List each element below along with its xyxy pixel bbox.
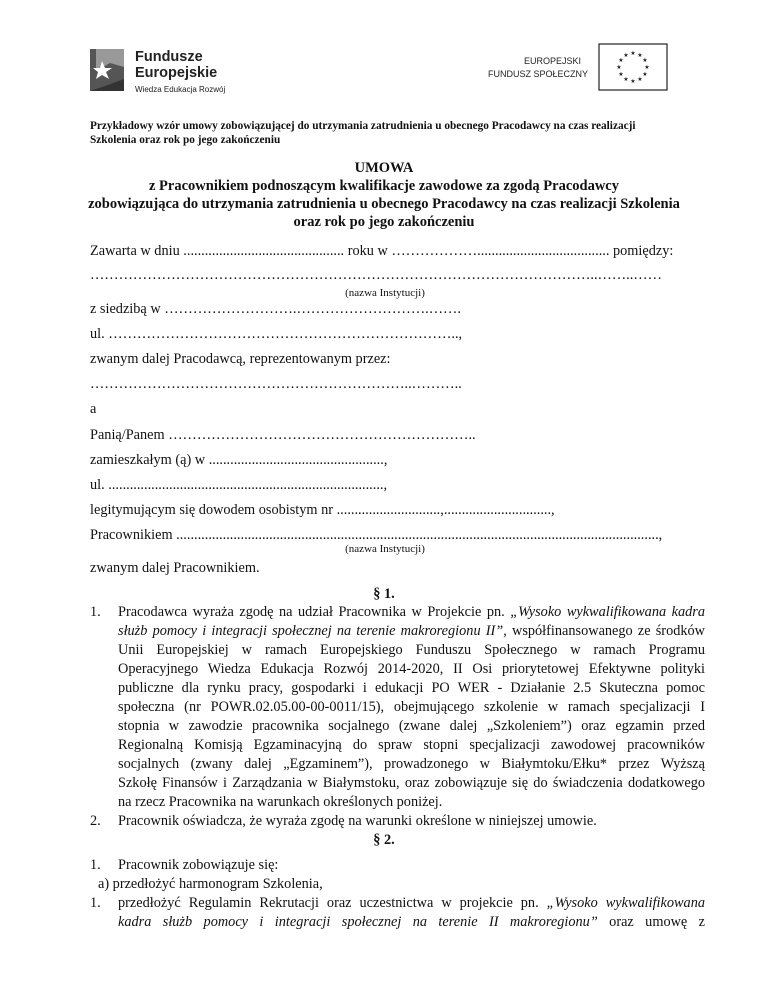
section1-item1-line10: Szkołę Finansów i Zarządzania w Białymstoku, oraz zobowiązuje się do świadczenia dodatkowego — [118, 775, 705, 791]
svg-text:★: ★ — [642, 57, 648, 64]
svg-text:★: ★ — [642, 71, 648, 78]
repr-dots-line: …………………………………………………………..……….. — [90, 376, 462, 392]
section1-item1-line8: Regionalną Komisją Egzaminacyjną do spraw stopni specjalizacji zawodowej pracowników — [118, 737, 705, 753]
eu-logo-line1: EUROPEJSKI — [524, 56, 582, 66]
section2-heading: § 2. — [373, 832, 395, 848]
employee-line: Pracownikiem ......................................................................................................................................., — [90, 527, 663, 543]
eu-efs-logo — [480, 43, 690, 105]
section2-item1-number: 1. — [90, 857, 101, 873]
svg-text:★: ★ — [623, 76, 629, 83]
parties-dots-line: ……………………………………………………………………………………………..……..…… — [90, 267, 662, 283]
fe-logo-line2: Europejskie — [135, 65, 218, 81]
section1-item1-title-a: „Wysoko wykwalifikowana kadra — [510, 604, 705, 620]
section1-item2-text: Pracownik oświadcza, że wyraża zgodę na warunki określone w niniejszej umowie. — [118, 813, 597, 829]
svg-text:★: ★ — [623, 52, 629, 59]
fe-logo-line1: Fundusze — [135, 49, 203, 65]
employee-called-line: zwanym dalej Pracownikiem. — [90, 560, 260, 576]
section1-item2-number: 2. — [90, 813, 101, 829]
section1-item1-line2 — [118, 623, 705, 640]
section1-item1-line1 — [118, 604, 705, 621]
section1-item1-line11: na rzecz Pracownika na warunkach określonych poniżej. — [118, 794, 443, 810]
intro-note-line2: Szkolenia oraz rok po jego zakończeniu — [90, 134, 281, 146]
section2-item1b-lead: przedłożyć Regulamin Rekrutacji oraz uczestnictwa w projekcie pn. — [118, 895, 547, 911]
fe-logo-line3: Wiedza Edukacja Rozwój — [135, 85, 226, 94]
svg-text:★: ★ — [637, 52, 643, 59]
seat-line: z siedzibą w ……………………….……………………….……. — [90, 301, 461, 317]
section1-item1-line7: stopnia w zawodzie pracownika socjalnego (zwane dalej „Szkoleniem”) oraz egzamin przed — [118, 718, 705, 734]
section2-item1b-after: oraz umowę z — [597, 914, 706, 930]
resident-line: zamieszkałym (ą) w ................................................., — [90, 452, 388, 468]
eu-flag-icon — [598, 43, 668, 91]
section2-item1b-title-b: kadra służb pomocy i integracji społecznej na terenie II makroregionu” — [118, 914, 598, 930]
section1-item1-line3: Unii Europejskiej w ramach Europejskiego Funduszu Społecznego w ramach Programu — [118, 642, 705, 658]
section1-item1-number: 1. — [90, 604, 101, 620]
svg-text:★: ★ — [644, 64, 650, 71]
fe-star-icon — [88, 45, 128, 95]
section1-item1-line5: publiczne dla rynku pracy, gospodarki i edukacji PO WER - Działanie 2.5 Skuteczna pomoc — [118, 680, 705, 696]
svg-text:★: ★ — [618, 57, 624, 64]
section1-item1-line9: socjalnych (zwany dalej „Egzaminem”), prowadzonego w Białymtoku/Ełku* przez Wyższą — [118, 756, 705, 772]
section2-item1b-line2 — [118, 914, 705, 931]
institution-label-2: (nazwa Instytucji) — [345, 543, 425, 555]
and-line: a — [90, 401, 97, 417]
employer-repr-line: zwanym dalej Pracodawcą, reprezentowanym przez: — [90, 351, 391, 367]
employee-name-line: Panią/Panem ……………………………………………………….. — [90, 427, 476, 443]
section1-item1-after: , współfinansowanego ze środków — [503, 623, 705, 639]
section1-item1-title-b: służb pomocy i integracji społecznej na terenie makroregionu II” — [118, 623, 504, 639]
section1-item1-line4: Operacyjnego Wiedza Edukacja Rozwój 2014-2020, II Osi priorytetowej Efektywne polityki — [118, 661, 705, 677]
title-line3: oraz rok po jego zakończeniu — [293, 214, 475, 230]
street-line: ul. ……………………………………………………………….., — [90, 326, 463, 342]
svg-text:★: ★ — [630, 78, 636, 85]
section2-sub-a: a) przedłożyć harmonogram Szkolenia, — [98, 876, 323, 892]
svg-text:★: ★ — [618, 71, 624, 78]
id-doc-line: legitymującym się dowodem osobistym nr .............................,.............................., — [90, 502, 555, 518]
section1-item1-lead: Pracodawca wyraża zgodę na udział Pracownika w Projekcie pn. — [118, 604, 511, 620]
institution-label: (nazwa Instytucji) — [345, 287, 425, 299]
section1-item1-line6: społeczna (nr POWR.02.05.00-00-0011/15), obejmującego szkolenie w ramach specjalizacji I — [118, 699, 705, 715]
concluded-line: Zawarta w dniu ............................................. roku w ………………..................................... pomiędzy: — [90, 243, 674, 259]
section2-item1b-number: 1. — [90, 895, 101, 911]
section2-item1b-title-a: „Wysoko wykwalifikowana — [546, 895, 705, 911]
intro-note-line1: Przykładowy wzór umowy zobowiązującej do utrzymania zatrudnienia u obecnego Pracodawcy na czas realizacji — [90, 120, 636, 132]
svg-text:★: ★ — [630, 50, 636, 57]
section2-item1-text: Pracownik zobowiązuje się: — [118, 857, 279, 873]
section2-item1b-line1 — [118, 895, 705, 912]
section1-heading: § 1. — [373, 586, 395, 602]
title-line1: z Pracownikiem podnoszącym kwalifikacje zawodowe za zgodą Pracodawcy — [149, 178, 619, 194]
fundusze-europejskie-logo — [88, 43, 238, 105]
svg-text:★: ★ — [637, 76, 643, 83]
svg-text:★: ★ — [616, 64, 622, 71]
street2-line: ul. ............................................................................., — [90, 477, 388, 493]
eu-logo-line2: FUNDUSZ SPOŁECZNY — [488, 69, 589, 79]
document-title: UMOWA — [354, 160, 414, 176]
title-line2: zobowiązująca do utrzymania zatrudnienia u obecnego Pracodawcy na czas realizacji Szkolenia — [88, 196, 680, 212]
